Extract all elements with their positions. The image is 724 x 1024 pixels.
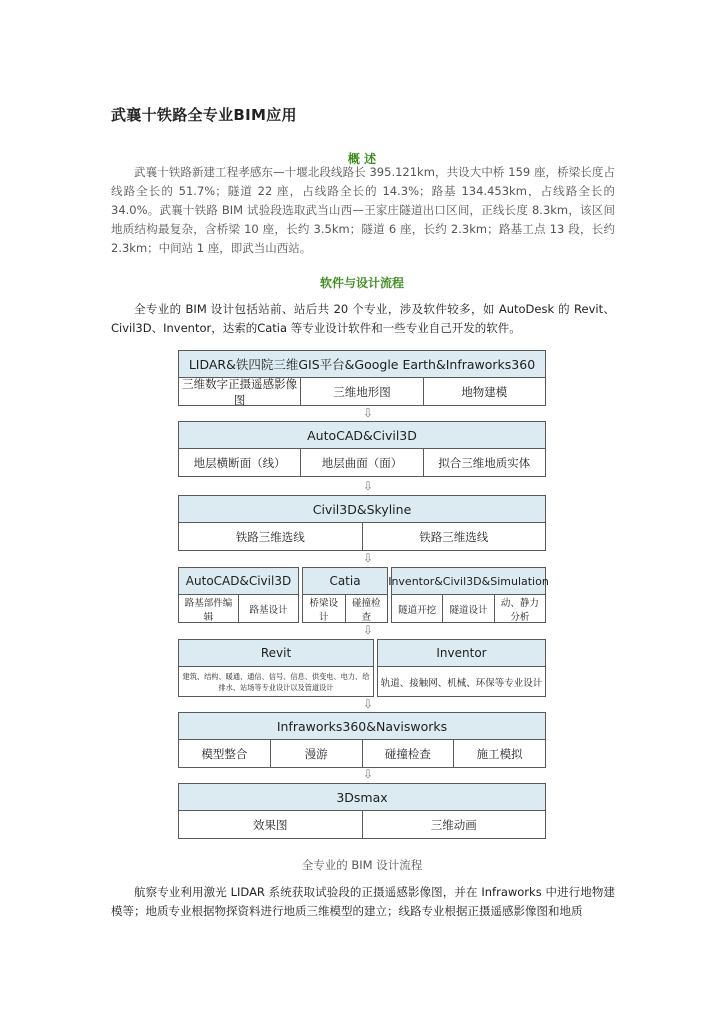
flow-cell: 三维数字正摄遥感影像图: [179, 378, 301, 405]
flow-cell: 漫游: [271, 740, 363, 767]
flow-cell: 效果图: [179, 811, 363, 838]
flow-cell: 隧道设计: [443, 595, 494, 622]
stage-rendering-row: [178, 811, 546, 839]
group-inventor-header: Inventor: [377, 639, 546, 667]
bottom-paragraph: 航察专业利用激光 LIDAR 系统获取试验段的正摄遥感影像图，并在 Infraworks 中进行地物建模等；地质专业根据物探资料进行地质三维模型的建立；线路专业根据正摄遥感影像图和地质: [111, 885, 615, 918]
group-tunnel-header: Inventor&Civil3D&Simulation: [391, 567, 546, 595]
software-heading: 软件与设计流程: [319, 276, 404, 290]
stage-gis-row: [178, 378, 546, 406]
group-subgrade-header: AutoCAD&Civil3D: [178, 567, 299, 595]
group-revit-row: [178, 667, 374, 697]
flow-cell: 建筑、结构、暖通、通信、信号、信息、供变电、电力、给排水、站场等专业设计以及管道设计: [182, 671, 370, 692]
flow-cell: 施工模拟: [476, 746, 523, 761]
down-arrow-icon: ⇩: [362, 479, 374, 493]
group-tunnel: [388, 567, 549, 623]
flow-cell: 桥梁设计: [303, 595, 346, 622]
stage-route-row: [178, 523, 546, 551]
flow-cell: 路基设计: [249, 604, 288, 616]
flow-cell: 铁路三维选线: [419, 529, 489, 544]
flow-cell: 碰撞检查: [351, 597, 381, 623]
down-arrow-icon: ⇩: [362, 406, 374, 420]
flow-cell: 路基部件编辑: [179, 595, 239, 622]
stage-rendering-header: 3Dsmax: [178, 783, 546, 811]
stage-geology-row: [178, 449, 546, 477]
group-bridge-header: Catia: [302, 567, 388, 595]
down-arrow-icon: ⇩: [362, 551, 374, 565]
flow-cell: 地物建模: [461, 384, 508, 399]
group-tunnel-row: [391, 595, 546, 623]
group-subgrade: [178, 567, 299, 623]
group-inventor: [377, 639, 546, 697]
group-inventor-row: [377, 667, 546, 697]
software-paragraph: 全专业的 BIM 设计包括站前、站后共 20 个专业，涉及软件较多，如 AutoDesk 的 Revit、Civil3D、Inventor，达索的Catia 等专业设计软件和一些专业自己开发的软件。: [111, 302, 615, 335]
down-arrow-icon: ⇩: [362, 697, 374, 711]
stage-geology-header: AutoCAD&Civil3D: [178, 421, 546, 449]
down-arrow-icon: ⇩: [362, 623, 374, 637]
flow-cell: 铁路三维选线: [179, 523, 363, 550]
flow-cell: 模型整合: [179, 740, 271, 767]
group-bridge-row: [302, 595, 388, 623]
group-subgrade-row: [178, 595, 299, 623]
flow-cell: 地层横断面（线）: [179, 449, 301, 476]
flow-cell: 动、静力分析: [500, 597, 539, 623]
stage-integration-row: [178, 740, 546, 768]
document-title: 武襄十铁路全专业BIM应用: [111, 106, 297, 124]
stage-structures-groups: [178, 567, 549, 623]
flow-cell: 碰撞检查: [363, 740, 455, 767]
flow-cell: 拟合三维地质实体: [438, 455, 531, 470]
stage-route-header: Civil3D&Skyline: [178, 495, 546, 523]
stage-disciplines-groups: [178, 639, 546, 697]
flow-cell: 轨道、接触网、机械、环保等专业设计: [380, 677, 543, 689]
stage-integration-header: Infraworks360&Navisworks: [178, 712, 546, 740]
figure-caption: 全专业的 BIM 设计流程: [301, 858, 423, 872]
flow-cell: 地层曲面（面）: [301, 449, 423, 476]
flow-cell: 三维动画: [430, 817, 477, 832]
flow-cell: 三维地形图: [301, 378, 423, 405]
group-bridge: [302, 567, 388, 623]
down-arrow-icon: ⇩: [362, 767, 374, 781]
group-revit-header: Revit: [178, 639, 374, 667]
overview-heading: 概 述: [347, 152, 377, 166]
stage-gis-header: LIDAR&铁四院三维GIS平台&Google Earth&Infraworks360: [178, 350, 546, 378]
overview-paragraph: 武襄十铁路新建工程孝感东—十堰北段线路长 395.121km，共设大中桥 159 座，桥梁长度占线路全长的 51.7%；隧道 22 座，占线路全长的 14.3%；路基 134.453km，占线路全长的 34.0%。武襄十铁路 BIM 试验段选取武当山西—王家庄隧道出口区间，正线长度 8.3km，该区间地质结构最复杂，含桥梁 10 座，长约 3.5km；隧道 6 座，长约 2.3km；路基工点 13 段，长约 2.3km；中间站 1 座，即武当山西站。: [111, 165, 615, 255]
flow-cell: 隧道开挖: [392, 595, 443, 622]
group-revit: [178, 639, 374, 697]
